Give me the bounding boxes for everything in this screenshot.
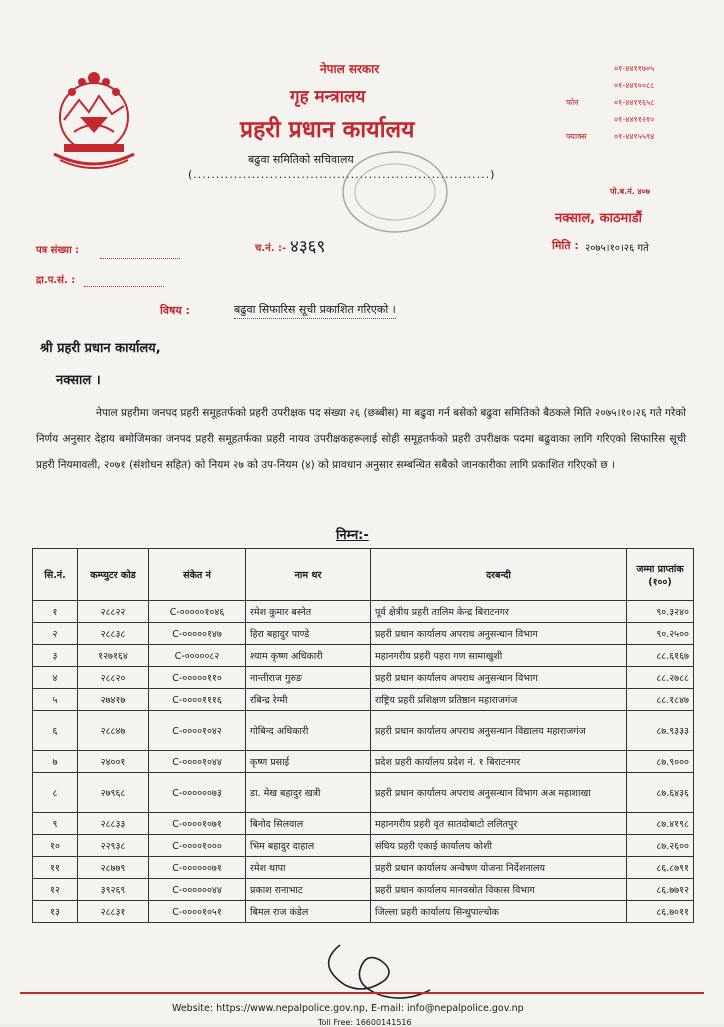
table-row [33,813,694,835]
contact-label: फोन [566,98,579,107]
cell-posting: पूर्व क्षेत्रीय प्रहरी तालिम केन्द्र बिराटनगर [371,601,627,623]
cell-sn: ५ [33,689,78,711]
cell-posting: प्रहरी प्रधान कार्यालय अपराध अनुसन्धान विभाग [371,623,627,645]
col-sanket-number: संकेत नं [149,549,246,601]
office-location: नक्साल, काठमाडौं [555,211,643,226]
contact-phone: ०१-४४१००८८ [614,81,655,90]
col-sn: सि.नं. [33,549,78,601]
cell-posting: प्रहरी प्रधान कार्यालय मानवस्रोत विकास विभाग [371,879,627,901]
cell-sn: १० [33,835,78,857]
contact-label: फ्याक्स [566,132,587,141]
subject-label: विषय : [160,304,190,317]
cell-code: २७४१७ [78,689,149,711]
cell-sanket: C-००००१११६ [149,689,246,711]
col-posting: दरबन्दी [371,549,627,601]
letter-body: नेपाल प्रहरीमा जनपद प्रहरी समूहतर्फको प्रहरी उपरीक्षक पद संख्या २६ (छब्बीस) मा बढुवा गर्न बसेको बढुवा समितिको बैठकले मिति २०७५।१०।२६ गते गरेको निर्णय अनुसार देहाय बमोजिमका जनपद प्रहरी समूहतर्फका प्रहरी नायव उपरीक्षकहरूलाई सोही समूहतर्फको प्रहरी उपरीक्षक पदमा बढुवाका लागि गरिएको सिफारिस सूची प्रहरी नियमावली, २०७१ (संशोधन सहित) को नियम २७ को उप-नियम (४) को प्रावधान अनुसार सम्बन्धित सबैको जानकारीका लागि प्रकाशित गरिएको छ । [36,407,686,471]
cell-code: २८७७९ [78,857,149,879]
cell-name: कृष्ण प्रसाई [246,751,371,773]
cell-total: ९०.३२४० [627,601,694,623]
cell-sanket: C-००००००७१ [149,857,246,879]
cell-sanket: C-०००००१०४६ [149,601,246,623]
table-header-row [33,549,694,601]
table-row [33,879,694,901]
cell-name: रमेश कुमार बस्नेत [246,601,371,623]
cell-posting: जिल्ला प्रहरी कार्यालय सिन्धुपाल्चोक [371,901,627,923]
ref-number-blank [100,258,180,259]
cell-posting: महानगरीय प्रहरी पहरा गण सामाखुशी [371,645,627,667]
cell-sn: ६ [33,711,78,751]
contact-label [566,77,614,94]
table-row [33,601,694,623]
contact-label [566,60,614,77]
cell-code: २२९३८ [78,835,149,857]
dispatch-number: ४३६९ [290,237,326,257]
col-total-score: जम्मा प्राप्तांक (१००) [627,549,694,601]
cell-posting: महानगरीय प्रहरी वृत सातदोबाटो ललितपुर [371,813,627,835]
cell-sanket: C-०००००१४७ [149,623,246,645]
government-title: नेपाल सरकार [320,62,380,76]
cell-name: बिमल राज कंडेल [246,901,371,923]
addressee: श्री प्रहरी प्रधान कार्यालय, [40,341,161,356]
cell-total: ८७.४१९८ [627,813,694,835]
list-heading: निम्न:- [336,528,369,543]
col-computer-code: कम्प्युटर कोड [78,549,149,601]
cell-sn: १३ [33,901,78,923]
col-name: नाम थर [246,549,371,601]
cell-name: श्याम कृष्ण अधिकारी [246,645,371,667]
ref-number-label: पत्र संख्या : [36,245,80,256]
date-value: २०७५।१०।२६ गते [585,243,649,254]
cell-total: ८६.७७१२ [627,879,694,901]
table-row [33,901,694,923]
cell-total: ८६.८७९१ [627,857,694,879]
committee-title: बढुवा समितिको सचिवालय [248,153,354,166]
contact-label [566,111,614,128]
contact-phone: ०१-४४११२१० [614,115,655,124]
cell-name: भिम बहादुर दाहाल [246,835,371,857]
cell-sn: ३ [33,645,78,667]
table-row [33,773,694,813]
cell-name: गोबिन्द अधिकारी [246,711,371,751]
table-row [33,751,694,773]
cell-name: बिनोद सिलवाल [246,813,371,835]
table-row [33,667,694,689]
cell-code: २८८३३ [78,813,149,835]
cell-total: ८७.९००० [627,751,694,773]
footer-divider [20,992,704,994]
cell-name: नान्तीराज गुरुङ [246,667,371,689]
dispatch-number-label: च.नं. :- [255,243,287,254]
table-row [33,835,694,857]
cell-code: २८८२० [78,667,149,689]
cell-posting: प्रहरी प्रधान कार्यालय अपराध अनुसन्धान विभाग अअ महाशाखा [371,773,627,813]
cell-sanket: C-००००००४४ [149,879,246,901]
cell-posting: प्रहरी प्रधान कार्यालय अन्वेषण योजना निर्देशनालय [371,857,627,879]
cell-posting: राष्ट्रिय प्रहरी प्रशिक्षण प्रतिष्ठान महाराजगंज [371,689,627,711]
committee-seal-stamp [335,140,455,240]
cell-code: १२७१६४ [78,645,149,667]
handwritten-signature [300,935,440,1005]
cell-code: २८८२२ [78,601,149,623]
cell-sn: ४ [33,667,78,689]
cell-sn: १ [33,601,78,623]
cell-name: हिरा बहादुर पाण्डे [246,623,371,645]
cell-sn: ११ [33,857,78,879]
nepal-government-emblem-icon [34,62,154,182]
table-row [33,689,694,711]
received-number-blank [84,286,164,287]
contact-phone: ०१-४४११७०५ [614,64,655,73]
received-number-label: द्रा.प.सं. : [36,275,76,286]
date-label: मिति : [552,239,579,252]
cell-code: २८८४७ [78,711,149,751]
cell-posting: प्रहरी प्रधान कार्यालय अपराध अनुसन्धान विभाग [371,667,627,689]
cell-total: ८७.९३३३ [627,711,694,751]
cell-total: ८८.१८४७ [627,689,694,711]
ministry-title: गृह मन्त्रालय [290,87,366,107]
cell-code: ३९२६९ [78,879,149,901]
cell-name: डा. मेख बहादुर खत्री [246,773,371,813]
contact-fax: ०१-४४१५५९४ [614,132,655,141]
cell-sanket: C-००००१०४२ [149,711,246,751]
cell-name: रबिन्द्र रेग्मी [246,689,371,711]
cell-sanket: C-००००१०५१ [149,901,246,923]
cell-sanket: C-००००१०४४ [149,751,246,773]
cell-sanket: C-००००१०७१ [149,813,246,835]
cell-code: २४००१ [78,751,149,773]
cell-code: २७९६८ [78,773,149,813]
cell-total: ८७.२६०० [627,835,694,857]
subject-text: बढुवा सिफारिस सूची प्रकाशित गरिएको । [234,302,396,319]
cell-sanket: C-००००००७३ [149,773,246,813]
office-title: प्रहरी प्रधान कार्यालय [240,117,415,143]
table-row [33,645,694,667]
cell-total: ८६.७०११ [627,901,694,923]
footer-contact: Website: https://www.nepalpolice.gov.np, E-mail: info@nepalpolice.gov.np [172,1003,524,1014]
cell-sanket: C-००००१००० [149,835,246,857]
table-row [33,623,694,645]
cell-sanket: C-०००००११० [149,667,246,689]
cell-name: प्रकाश रानाभाट [246,879,371,901]
addressee-location: नक्साल । [56,373,101,388]
po-box: पो.ब.नं. ४०७ [610,187,651,196]
table-row [33,711,694,751]
cell-total: ८७.६४३६ [627,773,694,813]
cell-posting: संघिय प्रहरी एकाई कार्यालय कोशी [371,835,627,857]
cell-sn: ७ [33,751,78,773]
cell-sn: ९ [33,813,78,835]
recommendation-table [32,548,694,923]
cell-sn: २ [33,623,78,645]
contact-phone: ०१-४४११६५८ [614,98,655,107]
cell-posting: प्रदेश प्रहरी कार्यालय प्रदेश नं. १ बिराटनगर [371,751,627,773]
dotted-line: (..................................................................) [188,168,496,181]
cell-sn: १२ [33,879,78,901]
contact-numbers [566,60,654,145]
footer-tollfree: Toll Free: 16600141516 [318,1018,412,1027]
cell-total: ८८.६१६७ [627,645,694,667]
cell-code: २८८३१ [78,901,149,923]
cell-code: २८८३८ [78,623,149,645]
cell-posting: प्रहरी प्रधान कार्यालय अपराध अनुसन्धान विद्यालय महाराजगंज [371,711,627,751]
cell-name: रमेश थापा [246,857,371,879]
cell-sn: ८ [33,773,78,813]
cell-total: ९०.२५०० [627,623,694,645]
cell-sanket: C-०००००८२ [149,645,246,667]
table-row [33,857,694,879]
cell-total: ८८.२७८८ [627,667,694,689]
